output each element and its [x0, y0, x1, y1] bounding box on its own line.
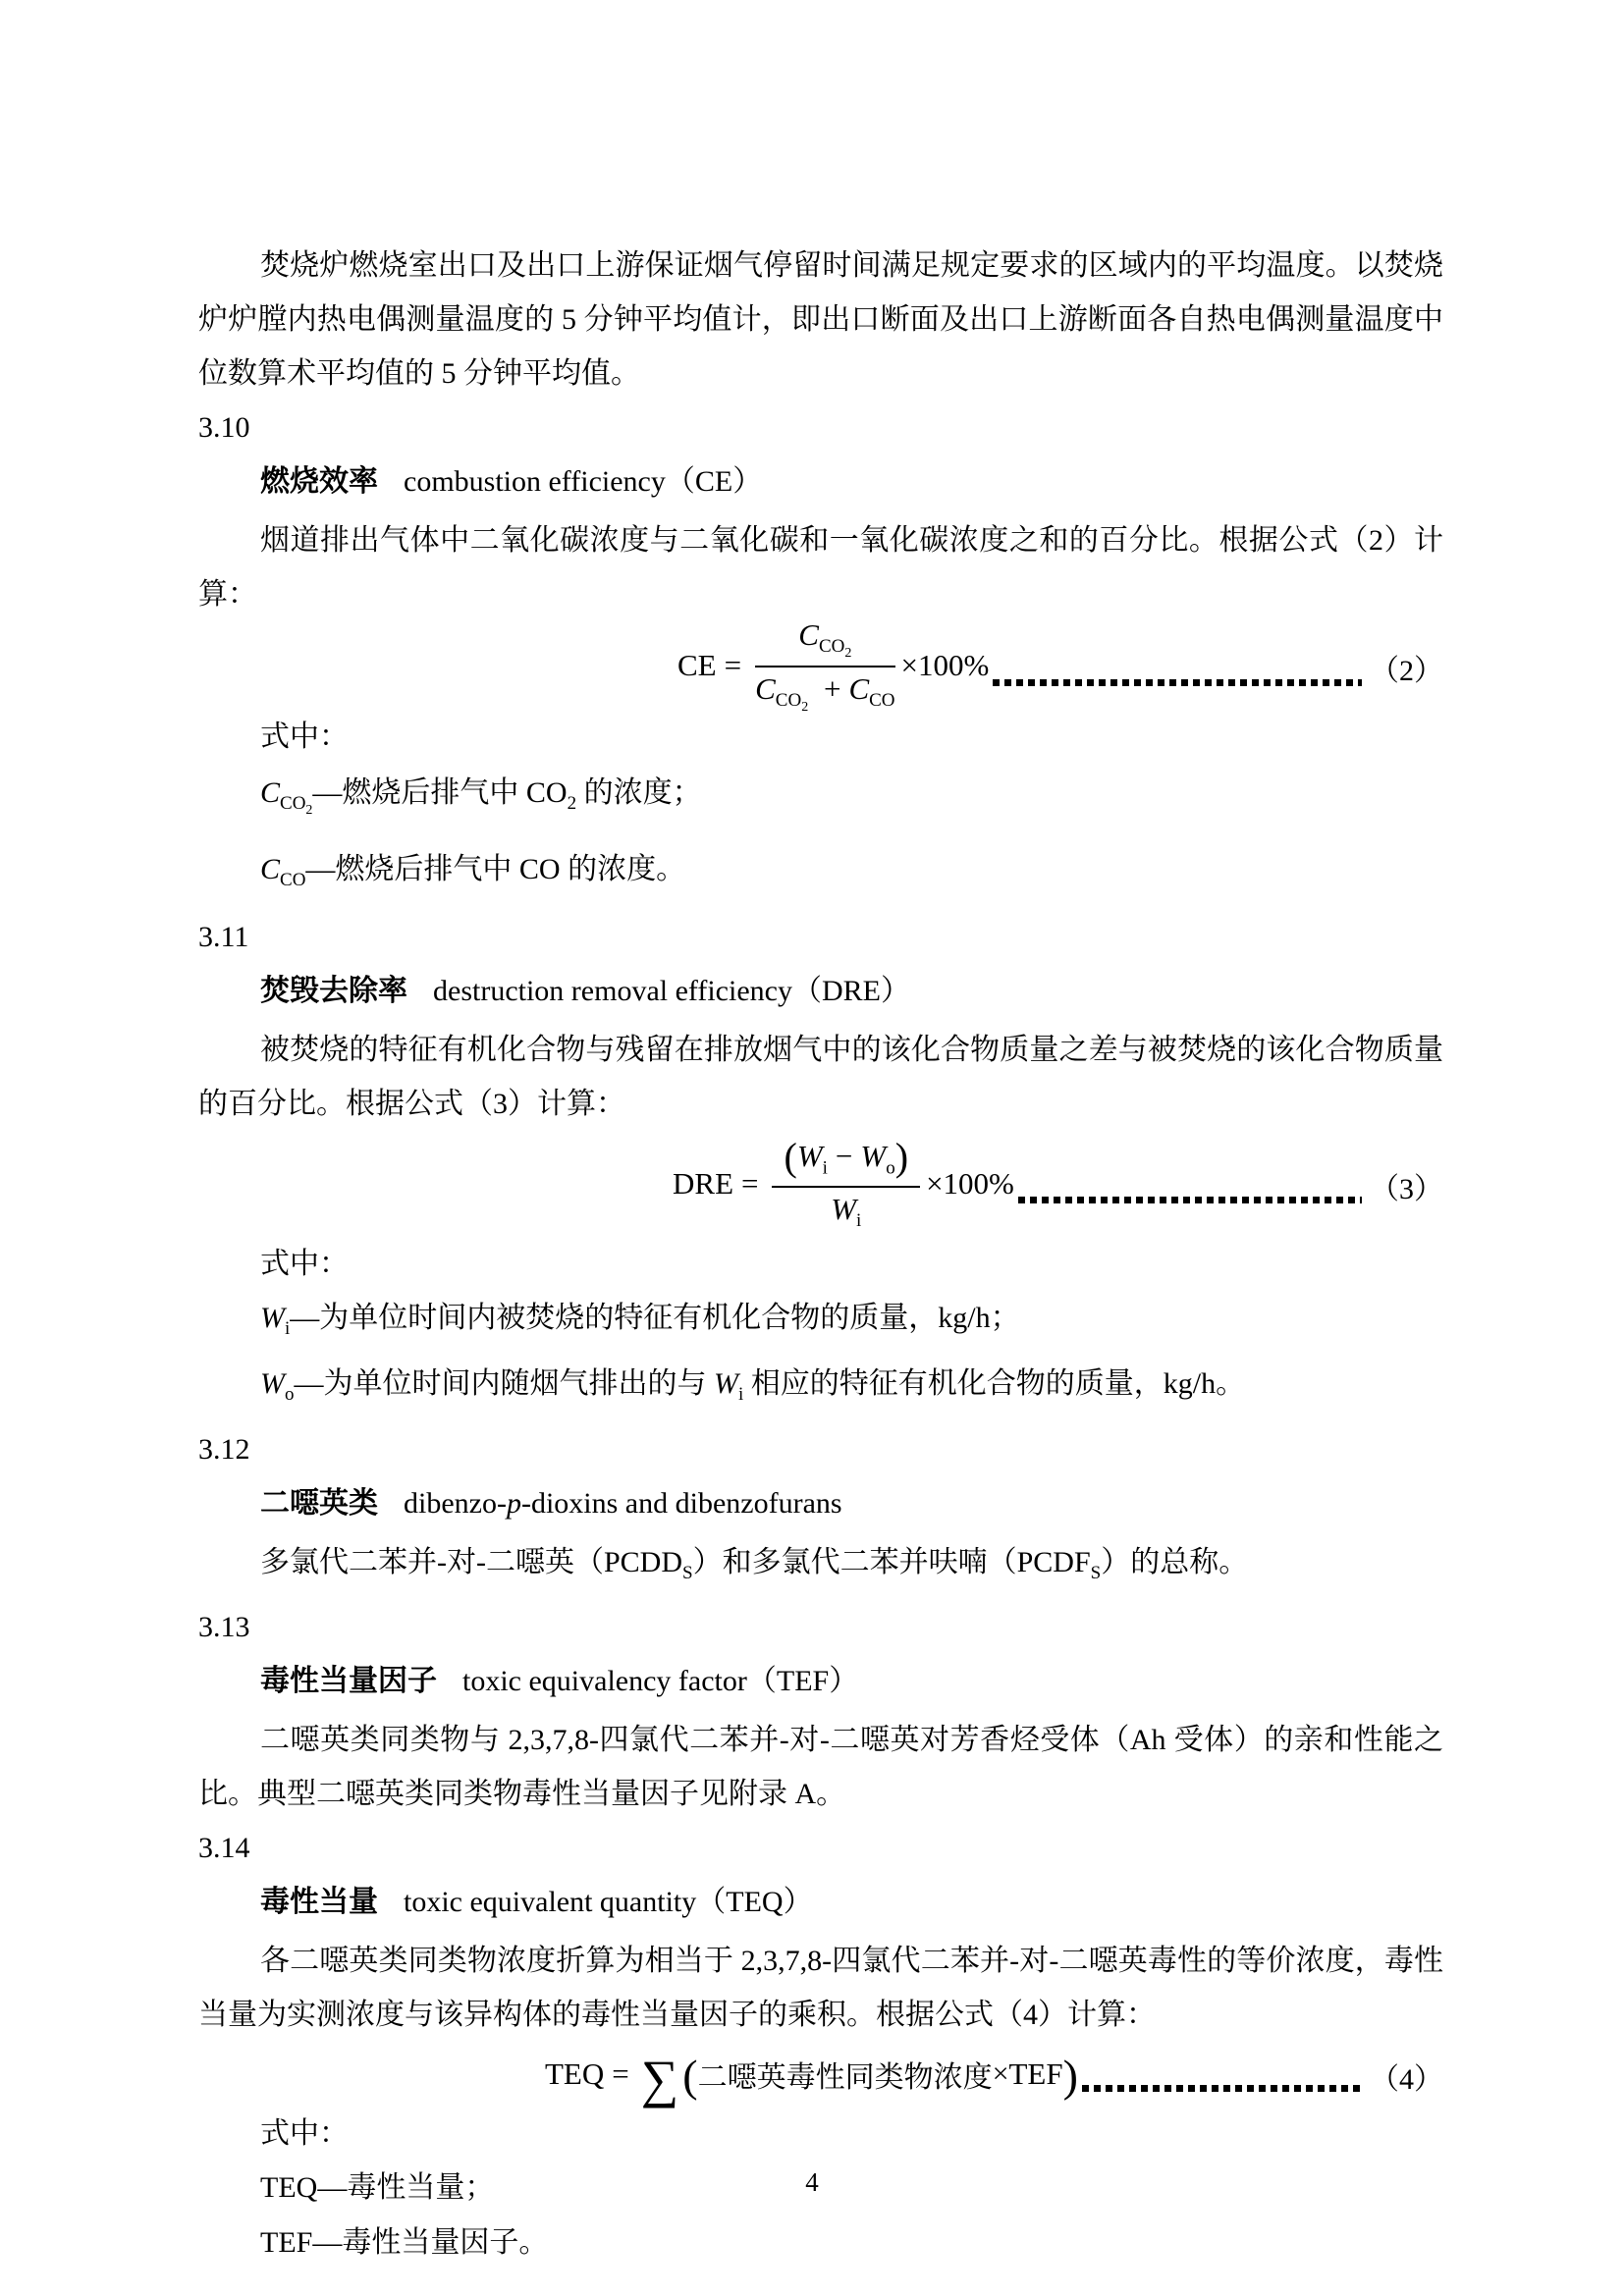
section-number-3-10: 3.10 [198, 411, 250, 444]
sub-2: 2 [567, 793, 577, 814]
close-paren: ) [894, 1135, 909, 1180]
sub-i: i [856, 1210, 862, 1232]
var-c: C [755, 671, 776, 706]
where-label: 式中： [260, 1247, 349, 1280]
body-text: ）的总称。 [1101, 1545, 1249, 1578]
var-c: C [260, 776, 281, 809]
formula-lhs: DRE [673, 1165, 733, 1201]
term-cn: 毒性当量 [260, 1885, 378, 1918]
body-text: ）和多氯代二苯并呋喃（PCDF [692, 1545, 1091, 1578]
page-number: 4 [805, 2167, 819, 2197]
formula-text: 二噁英毒性同类物浓度 [697, 2060, 993, 2094]
var-w: W [714, 1366, 738, 1400]
section-number-3-14: 3.14 [198, 1831, 250, 1864]
formula-multiplier: ×100% [900, 648, 990, 682]
fraction-numerator [772, 1135, 920, 1188]
term-heading-3-14 [198, 1875, 1443, 1934]
definition-cco [198, 840, 1443, 910]
sub-i: i [822, 1157, 828, 1179]
term-cn: 焚毁去除率 [260, 974, 407, 1007]
sub-i: i [738, 1383, 744, 1405]
var-w: W [260, 1301, 285, 1334]
formula-multiplier: ×100% [926, 1165, 1014, 1201]
sub-co: CO [280, 869, 306, 890]
fraction-denominator [755, 667, 894, 716]
em-dash: — [312, 776, 343, 809]
definition-wo [198, 1357, 1443, 1422]
dotted-leader [1018, 1197, 1362, 1203]
sub-o: o [285, 1383, 295, 1405]
sub-2: 2 [305, 802, 313, 818]
definition-cco2 [198, 764, 1443, 840]
formula-3 [198, 1131, 1443, 1237]
equals-sign: = [612, 2056, 629, 2091]
term-en-part: dibenzo- [404, 1486, 507, 1520]
definition-text: 为单位时间内随烟气排出的与 [323, 1366, 714, 1400]
term-en: toxic equivalency factor（TEF） [462, 1664, 859, 1697]
times-sign: × [992, 2056, 1009, 2090]
equals-sign: = [741, 1165, 759, 1201]
var-c: C [848, 671, 870, 706]
formula-tef: TEF [1008, 2056, 1063, 2091]
sub-co: CO [280, 793, 306, 814]
term-en: combustion efficiency（CE） [404, 465, 763, 498]
formula-2 [198, 616, 1443, 715]
term-en: toxic equivalent quantity（TEQ） [404, 1885, 813, 1918]
plus-sign: + [823, 671, 841, 706]
term-cn: 毒性当量因子 [260, 1664, 437, 1697]
open-paren: ( [784, 1135, 797, 1180]
var-w: W [796, 1139, 823, 1174]
term-heading-3-13 [198, 1654, 1443, 1713]
section-number-3-13: 3.13 [198, 1610, 250, 1643]
sub-co: CO [869, 690, 895, 712]
sub-co: CO [775, 690, 802, 712]
term-en-part: -dioxins and dibenzofurans [520, 1486, 842, 1520]
term-heading-3-10 [198, 454, 1443, 513]
definition-text: 为单位时间内被焚烧的特征有机化合物的质量，kg/h； [319, 1301, 1020, 1334]
equals-sign: = [724, 648, 742, 682]
where-label: 式中： [260, 2116, 349, 2150]
term-cn: 二噁英类 [260, 1486, 378, 1520]
sub-i: i [285, 1317, 291, 1339]
dotted-leader [993, 679, 1362, 686]
sub-2: 2 [844, 645, 852, 661]
formula-4: TEQ = ∑ ( 二噁英毒性同类物浓度 × TEF ) （4） [545, 2049, 1443, 2109]
definition-text: 相应的特征有机化合物的质量，kg/h。 [743, 1366, 1246, 1400]
term-heading-3-12 [198, 1476, 1443, 1535]
section-body-3-10: 烟道排出气体中二氧化碳浓度与二氧化碳和一氧化碳浓度之和的百分比。根据公式（2）计算： [198, 524, 1443, 611]
definition-text: 燃烧后排气中 CO [342, 776, 568, 809]
definition-wi [198, 1291, 1443, 1357]
var-c: C [260, 852, 281, 885]
formula-number: （4） [1370, 2062, 1443, 2096]
sub-s: S [1090, 1562, 1102, 1583]
definition-text: 燃烧后排气中 CO 的浓度。 [335, 852, 686, 885]
term-en-italic-p: p [506, 1486, 521, 1520]
sub-o: o [886, 1157, 895, 1179]
section-body-3-13: 二噁英类同类物与 2,3,7,8-四氯代二苯并-对-二噁英对芳香烃受体（Ah 受体）的亲和性能之比。典型二噁英类同类物毒性当量因子见附录 A。 [198, 1723, 1443, 1810]
sub-co: CO [818, 636, 845, 658]
em-dash: — [294, 1366, 324, 1400]
dotted-leader [1082, 2085, 1362, 2092]
term-en: destruction removal efficiency（DRE） [433, 974, 910, 1007]
term-en [404, 1487, 842, 1520]
definition-text: 的浓度； [576, 776, 702, 809]
body-text: 多氯代二苯并-对-二噁英（PCDD [260, 1545, 683, 1578]
section-number-3-11: 3.11 [198, 920, 249, 953]
var-w: W [860, 1139, 887, 1174]
var-w: W [260, 1366, 285, 1400]
section-number-3-12: 3.12 [198, 1432, 250, 1466]
formula-number: （2） [1370, 655, 1443, 687]
var-w: W [831, 1192, 857, 1227]
section-body-3-12 [198, 1535, 1443, 1600]
fraction-denominator [772, 1188, 920, 1232]
sub-s: S [682, 1562, 693, 1583]
minus-sign: − [835, 1139, 853, 1174]
section-body-3-14: 各二噁英类同类物浓度折算为相当于 2,3,7,8-四氯代二苯并-对-二噁英毒性的等价浓度，毒性当量为实测浓度与该异构体的毒性当量因子的乘积。根据公式（4）计算： [198, 1944, 1443, 2031]
fraction-numerator [755, 615, 894, 667]
definition-teq: TEQ—毒性当量； [260, 2170, 495, 2204]
term-cn: 燃烧效率 [260, 465, 378, 498]
formula-number: （3） [1370, 1172, 1443, 1205]
fraction [772, 1135, 920, 1232]
formula-lhs: TEQ [545, 2056, 605, 2091]
intro-paragraph: 焚烧炉燃烧室出口及出口上游保证烟气停留时间满足规定要求的区域内的平均温度。以焚烧炉炉膛内热电偶测量温度的 5 分钟平均值计，即出口断面及出口上游断面各自热电偶测量温度中位数算术平均值的 5 分钟平均值。 [198, 249, 1443, 390]
term-heading-3-11 [198, 964, 1443, 1023]
sub-2: 2 [801, 699, 809, 715]
fraction [755, 615, 894, 716]
em-dash: — [305, 852, 336, 885]
var-c: C [798, 616, 819, 652]
formula-lhs: CE [677, 648, 717, 682]
definition-tef: TEF—毒性当量因子。 [260, 2225, 549, 2259]
section-body-3-11: 被焚烧的特征有机化合物与残留在排放烟气中的该化合物质量之差与被焚烧的该化合物质量的百分比。根据公式（3）计算： [198, 1033, 1443, 1120]
where-label: 式中： [260, 721, 349, 753]
em-dash: — [290, 1301, 320, 1334]
